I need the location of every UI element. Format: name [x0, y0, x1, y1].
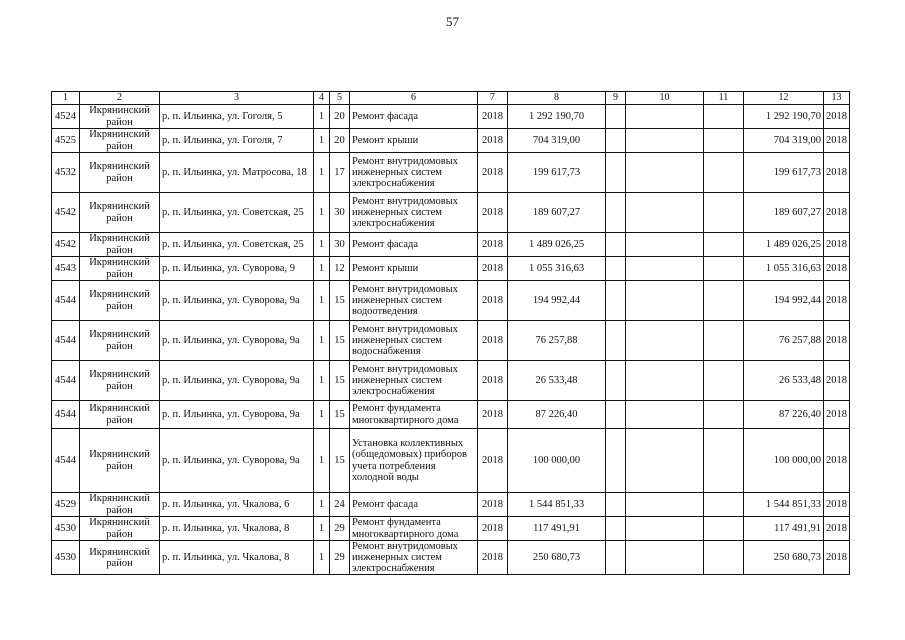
column-4-cell: 1 — [314, 493, 330, 517]
total-cost-cell: 26 533,48 — [744, 361, 824, 401]
row-id-cell: 4544 — [52, 361, 80, 401]
table-row — [52, 361, 850, 401]
completion-year-cell: 2018 — [824, 541, 850, 575]
year-cell: 2018 — [478, 361, 508, 401]
total-cost-cell: 76 257,88 — [744, 321, 824, 361]
cost-cell: 76 257,88 — [508, 321, 606, 361]
column-10-cell — [626, 257, 704, 281]
column-header: 7 — [478, 92, 508, 105]
address-cell: р. п. Ильинка, ул. Чкалова, 6 — [160, 493, 314, 517]
address-cell: р. п. Ильинка, ул. Матросова, 18 — [160, 153, 314, 193]
completion-year-cell: 2018 — [824, 361, 850, 401]
column-5-cell: 15 — [330, 281, 350, 321]
row-id-cell: 4530 — [52, 541, 80, 575]
row-id-cell: 4543 — [52, 257, 80, 281]
year-cell: 2018 — [478, 153, 508, 193]
column-header: 5 — [330, 92, 350, 105]
column-4-cell: 1 — [314, 129, 330, 153]
year-cell: 2018 — [478, 541, 508, 575]
row-id-cell: 4532 — [52, 153, 80, 193]
work-type-cell: Установка коллективных (общедомовых) приборов учета потребления холодной воды — [350, 429, 478, 493]
row-id-cell: 4525 — [52, 129, 80, 153]
district-cell: Икрянинский район — [80, 429, 160, 493]
column-10-cell — [626, 281, 704, 321]
column-10-cell — [626, 429, 704, 493]
column-header: 2 — [80, 92, 160, 105]
district-cell: Икрянинский район — [80, 493, 160, 517]
district-cell: Икрянинский район — [80, 517, 160, 541]
column-5-cell: 15 — [330, 361, 350, 401]
address-cell: р. п. Ильинка, ул. Гоголя, 7 — [160, 129, 314, 153]
work-type-cell: Ремонт фасада — [350, 105, 478, 129]
row-id-cell: 4530 — [52, 517, 80, 541]
cost-cell: 1 544 851,33 — [508, 493, 606, 517]
column-5-cell: 20 — [330, 105, 350, 129]
column-11-cell — [704, 193, 744, 233]
address-cell: р. п. Ильинка, ул. Гоголя, 5 — [160, 105, 314, 129]
work-type-cell: Ремонт внутридомовых инженерных систем электроснабжения — [350, 193, 478, 233]
column-4-cell: 1 — [314, 105, 330, 129]
column-4-cell: 1 — [314, 153, 330, 193]
column-5-cell: 29 — [330, 541, 350, 575]
completion-year-cell: 2018 — [824, 193, 850, 233]
year-cell: 2018 — [478, 493, 508, 517]
district-cell: Икрянинский район — [80, 401, 160, 429]
year-cell: 2018 — [478, 129, 508, 153]
column-11-cell — [704, 401, 744, 429]
work-type-cell: Ремонт внутридомовых инженерных систем электроснабжения — [350, 361, 478, 401]
work-type-cell: Ремонт внутридомовых инженерных систем электроснабжения — [350, 153, 478, 193]
row-id-cell: 4529 — [52, 493, 80, 517]
completion-year-cell: 2018 — [824, 281, 850, 321]
column-4-cell: 1 — [314, 257, 330, 281]
total-cost-cell: 1 055 316,63 — [744, 257, 824, 281]
column-10-cell — [626, 193, 704, 233]
column-header: 10 — [626, 92, 704, 105]
address-cell: р. п. Ильинка, ул. Суворова, 9а — [160, 401, 314, 429]
table-row — [52, 493, 850, 517]
total-cost-cell: 704 319,00 — [744, 129, 824, 153]
column-header: 12 — [744, 92, 824, 105]
cost-cell: 704 319,00 — [508, 129, 606, 153]
column-9-cell — [606, 105, 626, 129]
completion-year-cell: 2018 — [824, 153, 850, 193]
column-4-cell: 1 — [314, 233, 330, 257]
district-cell: Икрянинский район — [80, 153, 160, 193]
address-cell: р. п. Ильинка, ул. Советская, 25 — [160, 193, 314, 233]
year-cell: 2018 — [478, 257, 508, 281]
total-cost-cell: 100 000,00 — [744, 429, 824, 493]
total-cost-cell: 117 491,91 — [744, 517, 824, 541]
cost-cell: 199 617,73 — [508, 153, 606, 193]
district-cell: Икрянинский район — [80, 361, 160, 401]
column-5-cell: 17 — [330, 153, 350, 193]
total-cost-cell: 1 544 851,33 — [744, 493, 824, 517]
column-4-cell: 1 — [314, 281, 330, 321]
total-cost-cell: 1 489 026,25 — [744, 233, 824, 257]
column-11-cell — [704, 153, 744, 193]
column-10-cell — [626, 541, 704, 575]
column-11-cell — [704, 233, 744, 257]
cost-cell: 87 226,40 — [508, 401, 606, 429]
district-cell: Икрянинский район — [80, 281, 160, 321]
column-5-cell: 20 — [330, 129, 350, 153]
total-cost-cell: 194 992,44 — [744, 281, 824, 321]
district-cell: Икрянинский район — [80, 321, 160, 361]
table-row — [52, 257, 850, 281]
column-4-cell: 1 — [314, 429, 330, 493]
repair-registry-table — [51, 91, 850, 575]
row-id-cell: 4544 — [52, 429, 80, 493]
column-9-cell — [606, 257, 626, 281]
column-11-cell — [704, 105, 744, 129]
year-cell: 2018 — [478, 429, 508, 493]
year-cell: 2018 — [478, 281, 508, 321]
table-row — [52, 129, 850, 153]
column-9-cell — [606, 401, 626, 429]
column-9-cell — [606, 233, 626, 257]
work-type-cell: Ремонт крыши — [350, 129, 478, 153]
table-row — [52, 541, 850, 575]
total-cost-cell: 1 292 190,70 — [744, 105, 824, 129]
column-11-cell — [704, 429, 744, 493]
cost-cell: 250 680,73 — [508, 541, 606, 575]
column-number-row — [52, 92, 850, 105]
completion-year-cell: 2018 — [824, 517, 850, 541]
column-11-cell — [704, 281, 744, 321]
column-9-cell — [606, 493, 626, 517]
work-type-cell: Ремонт фасада — [350, 233, 478, 257]
column-11-cell — [704, 517, 744, 541]
table-row — [52, 517, 850, 541]
row-id-cell: 4544 — [52, 281, 80, 321]
work-type-cell: Ремонт внутридомовых инженерных систем водоснабжения — [350, 321, 478, 361]
address-cell: р. п. Ильинка, ул. Суворова, 9а — [160, 321, 314, 361]
completion-year-cell: 2018 — [824, 129, 850, 153]
district-cell: Икрянинский район — [80, 233, 160, 257]
column-11-cell — [704, 129, 744, 153]
table-row — [52, 401, 850, 429]
column-11-cell — [704, 361, 744, 401]
work-type-cell: Ремонт внутридомовых инженерных систем электроснабжения — [350, 541, 478, 575]
table-row — [52, 153, 850, 193]
table-row — [52, 233, 850, 257]
column-10-cell — [626, 153, 704, 193]
cost-cell: 26 533,48 — [508, 361, 606, 401]
cost-cell: 1 292 190,70 — [508, 105, 606, 129]
work-type-cell: Ремонт фундамента многоквартирного дома — [350, 517, 478, 541]
page-number: 57 — [446, 14, 459, 29]
column-9-cell — [606, 153, 626, 193]
column-5-cell: 24 — [330, 493, 350, 517]
column-9-cell — [606, 429, 626, 493]
column-header: 13 — [824, 92, 850, 105]
table-row — [52, 105, 850, 129]
address-cell: р. п. Ильинка, ул. Чкалова, 8 — [160, 541, 314, 575]
column-9-cell — [606, 193, 626, 233]
column-5-cell: 15 — [330, 429, 350, 493]
column-10-cell — [626, 233, 704, 257]
column-9-cell — [606, 321, 626, 361]
column-10-cell — [626, 401, 704, 429]
column-5-cell: 15 — [330, 321, 350, 361]
column-header: 11 — [704, 92, 744, 105]
row-id-cell: 4544 — [52, 401, 80, 429]
column-9-cell — [606, 281, 626, 321]
column-header: 3 — [160, 92, 314, 105]
column-4-cell: 1 — [314, 541, 330, 575]
column-5-cell: 29 — [330, 517, 350, 541]
row-id-cell: 4542 — [52, 233, 80, 257]
column-10-cell — [626, 493, 704, 517]
column-header: 1 — [52, 92, 80, 105]
completion-year-cell: 2018 — [824, 401, 850, 429]
column-4-cell: 1 — [314, 361, 330, 401]
column-5-cell: 15 — [330, 401, 350, 429]
column-4-cell: 1 — [314, 517, 330, 541]
column-4-cell: 1 — [314, 193, 330, 233]
district-cell: Икрянинский район — [80, 257, 160, 281]
column-9-cell — [606, 517, 626, 541]
row-id-cell: 4524 — [52, 105, 80, 129]
address-cell: р. п. Ильинка, ул. Суворова, 9а — [160, 281, 314, 321]
year-cell: 2018 — [478, 401, 508, 429]
column-11-cell — [704, 541, 744, 575]
year-cell: 2018 — [478, 193, 508, 233]
work-type-cell: Ремонт фундамента многоквартирного дома — [350, 401, 478, 429]
column-5-cell: 30 — [330, 193, 350, 233]
table-row — [52, 429, 850, 493]
column-5-cell: 12 — [330, 257, 350, 281]
column-10-cell — [626, 105, 704, 129]
table-body — [52, 105, 850, 575]
total-cost-cell: 250 680,73 — [744, 541, 824, 575]
cost-cell: 189 607,27 — [508, 193, 606, 233]
total-cost-cell: 199 617,73 — [744, 153, 824, 193]
cost-cell: 194 992,44 — [508, 281, 606, 321]
work-type-cell: Ремонт фасада — [350, 493, 478, 517]
district-cell: Икрянинский район — [80, 105, 160, 129]
district-cell: Икрянинский район — [80, 193, 160, 233]
completion-year-cell: 2018 — [824, 233, 850, 257]
column-header: 4 — [314, 92, 330, 105]
column-4-cell: 1 — [314, 401, 330, 429]
address-cell: р. п. Ильинка, ул. Суворова, 9а — [160, 361, 314, 401]
column-10-cell — [626, 129, 704, 153]
column-9-cell — [606, 361, 626, 401]
completion-year-cell: 2018 — [824, 105, 850, 129]
column-header: 9 — [606, 92, 626, 105]
column-header: 6 — [350, 92, 478, 105]
completion-year-cell: 2018 — [824, 429, 850, 493]
year-cell: 2018 — [478, 233, 508, 257]
row-id-cell: 4544 — [52, 321, 80, 361]
table-row — [52, 193, 850, 233]
column-10-cell — [626, 321, 704, 361]
cost-cell: 1 489 026,25 — [508, 233, 606, 257]
cost-cell: 117 491,91 — [508, 517, 606, 541]
column-10-cell — [626, 517, 704, 541]
column-4-cell: 1 — [314, 321, 330, 361]
column-10-cell — [626, 361, 704, 401]
row-id-cell: 4542 — [52, 193, 80, 233]
work-type-cell: Ремонт крыши — [350, 257, 478, 281]
work-type-cell: Ремонт внутридомовых инженерных систем водоотведения — [350, 281, 478, 321]
column-9-cell — [606, 541, 626, 575]
column-11-cell — [704, 321, 744, 361]
column-9-cell — [606, 129, 626, 153]
cost-cell: 1 055 316,63 — [508, 257, 606, 281]
column-11-cell — [704, 257, 744, 281]
year-cell: 2018 — [478, 321, 508, 361]
column-5-cell: 30 — [330, 233, 350, 257]
table-row — [52, 281, 850, 321]
year-cell: 2018 — [478, 517, 508, 541]
address-cell: р. п. Ильинка, ул. Чкалова, 8 — [160, 517, 314, 541]
address-cell: р. п. Ильинка, ул. Советская, 25 — [160, 233, 314, 257]
column-header: 8 — [508, 92, 606, 105]
year-cell: 2018 — [478, 105, 508, 129]
district-cell: Икрянинский район — [80, 129, 160, 153]
completion-year-cell: 2018 — [824, 257, 850, 281]
completion-year-cell: 2018 — [824, 321, 850, 361]
column-11-cell — [704, 493, 744, 517]
total-cost-cell: 87 226,40 — [744, 401, 824, 429]
table-row — [52, 321, 850, 361]
total-cost-cell: 189 607,27 — [744, 193, 824, 233]
district-cell: Икрянинский район — [80, 541, 160, 575]
address-cell: р. п. Ильинка, ул. Суворова, 9 — [160, 257, 314, 281]
completion-year-cell: 2018 — [824, 493, 850, 517]
cost-cell: 100 000,00 — [508, 429, 606, 493]
address-cell: р. п. Ильинка, ул. Суворова, 9а — [160, 429, 314, 493]
